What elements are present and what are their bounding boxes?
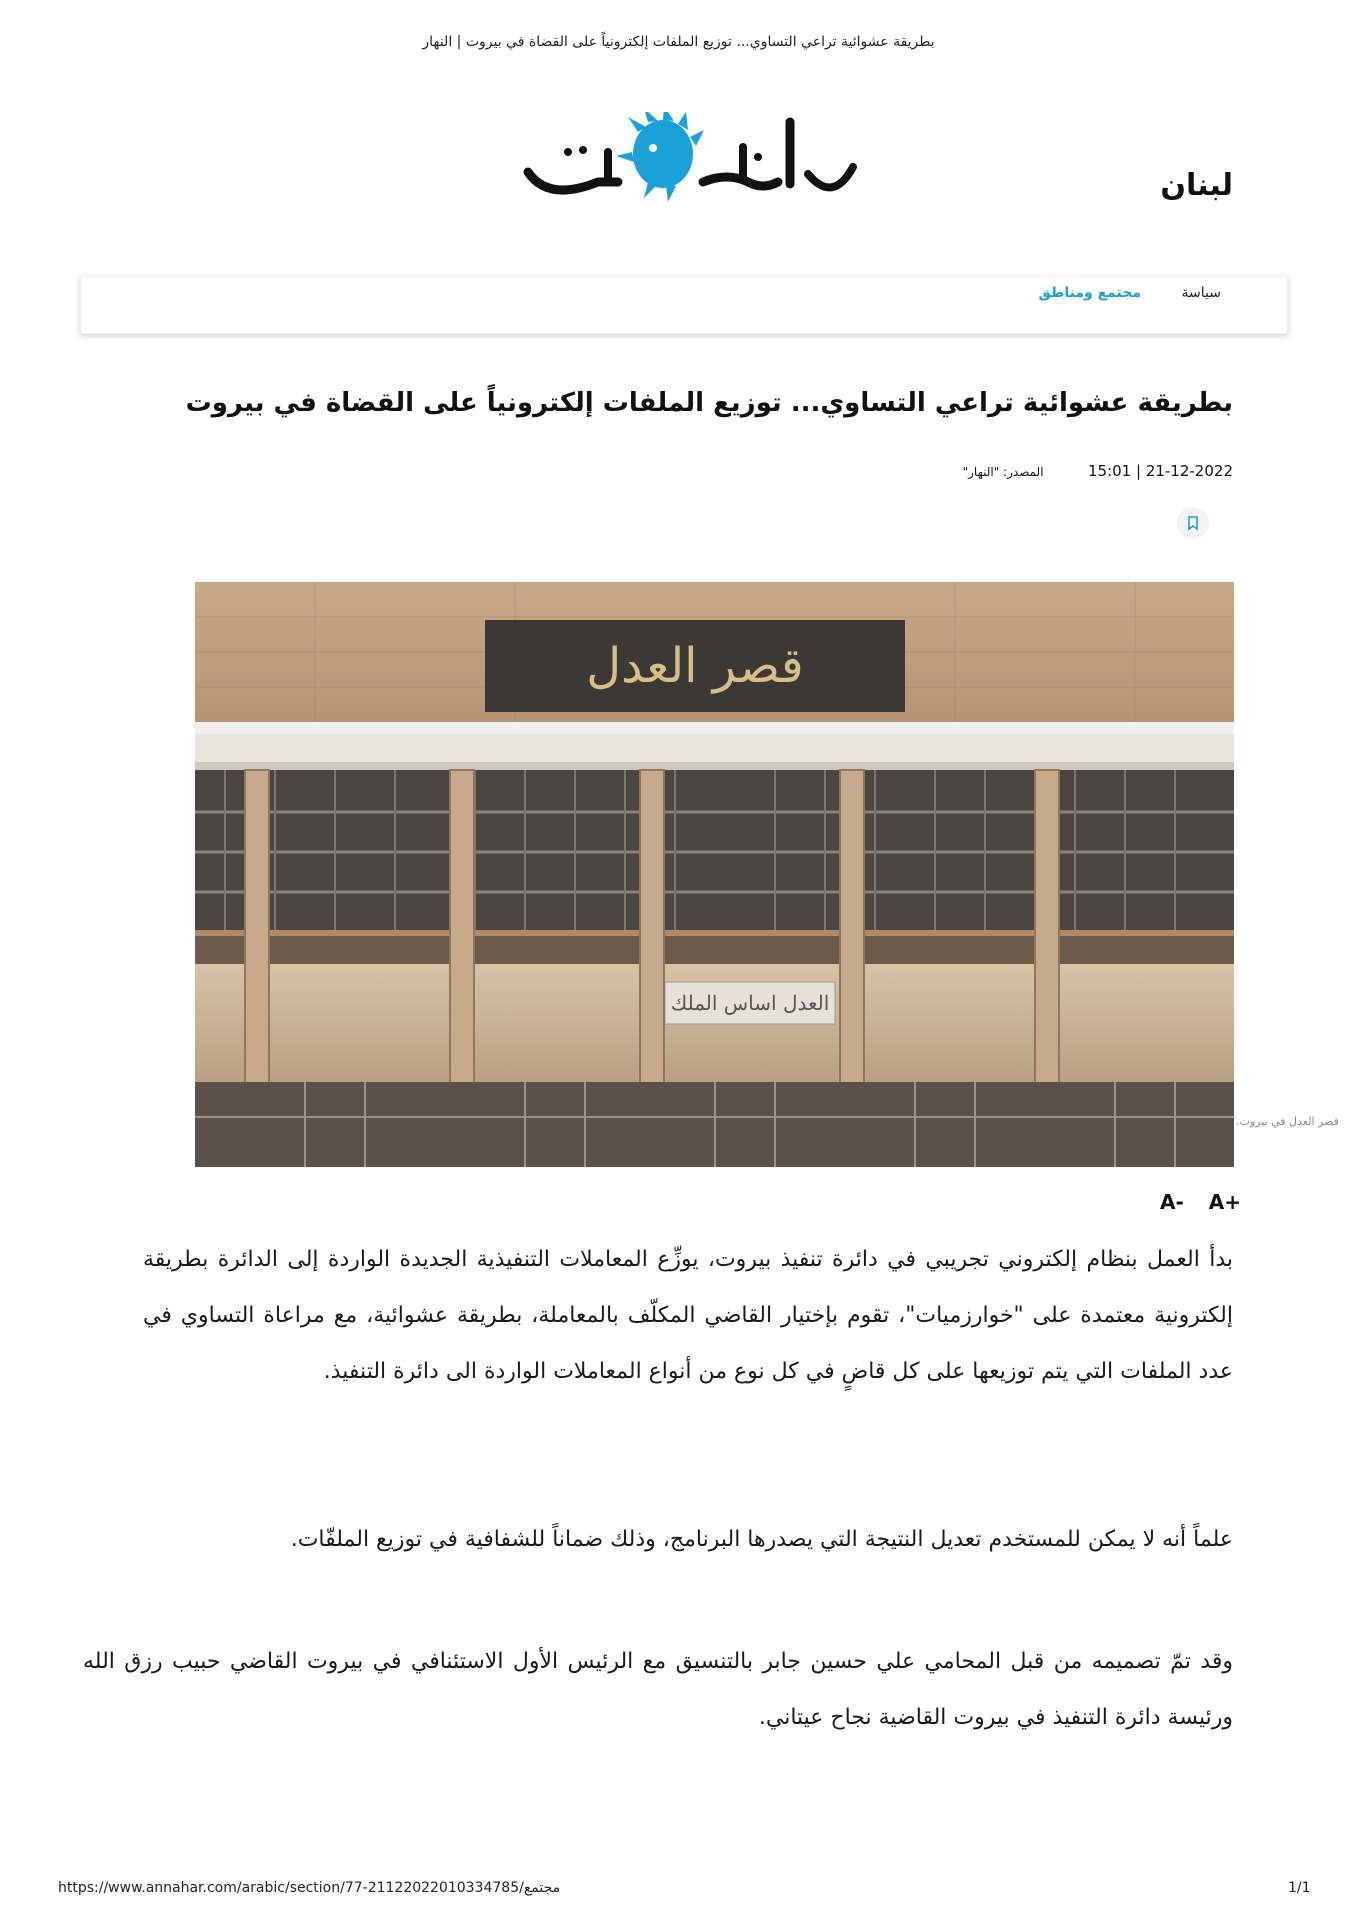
section-title[interactable]: لبنان [1160,168,1233,203]
font-increase-button[interactable]: A+ [1208,1190,1241,1214]
nav-item-politics[interactable]: سياسة [1181,285,1221,301]
sign-top-text: قصر العدل [586,638,804,694]
article-paragraph: علماً أنه لا يمكن للمستخدم تعديل النتيجة التي يصدرها البرنامج، وذلك ضماناً للشفافية في توزيع الملفّات. [290,1527,1233,1552]
article-title: بطريقة عشوائية تراعي التساوي... توزيع الملفات إلكترونياً على القضاة في بيروت [185,388,1233,418]
nav-item-society-regions[interactable]: مجتمع ومناطق [1038,285,1141,301]
print-footer-url: https://www.annahar.com/arabic/section/77-مجتمع/21122022010334785 [58,1880,561,1896]
article-meta [963,462,1233,480]
annahar-logo[interactable] [508,112,858,212]
article-datetime: 21-12-2022 | 15:01 [1087,462,1233,480]
palace-of-justice-photo [195,582,1234,1167]
font-size-controls [1160,1190,1241,1214]
rooster-logo-icon [508,112,858,212]
bookmark-icon [1186,515,1200,531]
font-decrease-button[interactable]: A- [1160,1190,1184,1214]
sign-middle-text: العدل اساس الملك [670,991,830,1015]
print-header-title: بطريقة عشوائية تراعي التساوي... توزيع الملفات إلكترونياً على القضاة في بيروت | النهار [422,34,935,50]
article-paragraph: وقد تمّ تصميمه من قبل المحامي علي حسين جابر بالتنسيق مع الرئيس الأول الاستئنافي في بيروت القاضي حبيب رزق الله ورئيسة دائرة التنفيذ في بيروت القاضية نجاح عيتاني. [83,1649,1233,1730]
bookmark-button[interactable] [1177,507,1209,539]
article-hero-image [195,582,1234,1167]
article-source: المصدر: "النهار" [962,465,1044,479]
category-nav [80,276,1288,334]
article-paragraph: بدأ العمل بنظام إلكتروني تجريبي في دائرة تنفيذ بيروت، يوزِّع المعاملات التنفيذية الجديدة الواردة إلى الدائرة بطريقة إلكترونية معتمدة على "خوارزميات"، تقوم بإختيار القاضي المكلّف بالمعاملة، بطريقة عشوائية، مع مراعاة التساوي في عدد الملفات التي يتم توزيعها على كل قاضٍ في كل نوع من أنواع المعاملات الواردة الى دائرة التنفيذ. [143,1247,1233,1384]
print-footer-page-number: 1/1 [1288,1880,1311,1896]
image-caption: قصر العدل في بيروت. [1236,1115,1339,1128]
